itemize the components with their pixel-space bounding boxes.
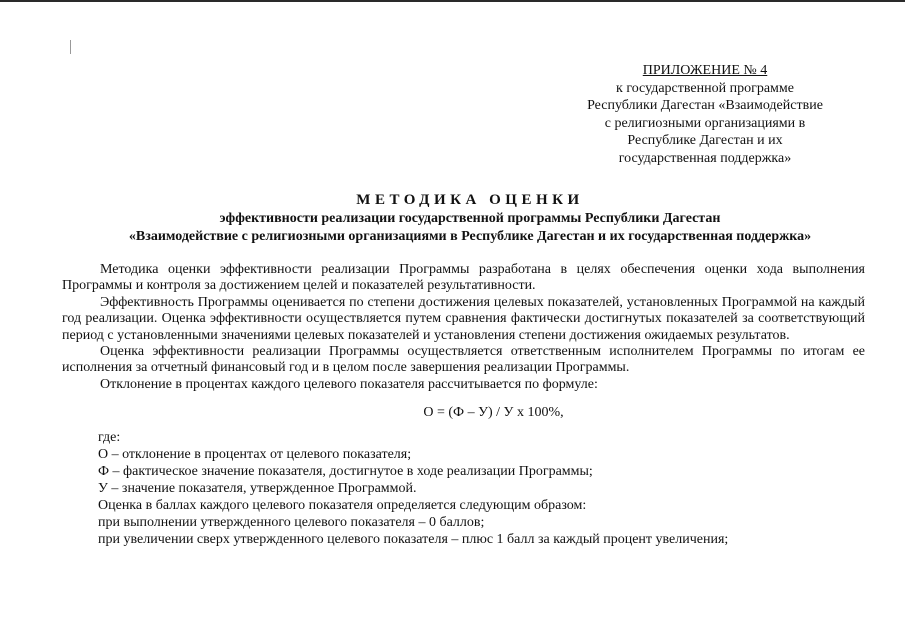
definition-item: при увеличении сверх утвержденного целевого показателя – плюс 1 балл за каждый процент увеличения;	[98, 532, 729, 548]
definition-item: Ф – фактическое значение показателя, достигнутое в ходе реализации Программы;	[98, 464, 593, 480]
definition-item: О – отклонение в процентах от целевого показателя;	[98, 447, 412, 463]
definition-item: Оценка в баллах каждого целевого показателя определяется следующим образом:	[98, 498, 587, 514]
appendix-line: к государственной программе	[616, 80, 794, 96]
appendix-line: Республики Дагестан «Взаимодействие	[587, 98, 823, 113]
document-title: МЕТОДИКА ОЦЕНКИ	[356, 192, 584, 208]
paragraph: Методика оценки эффективности реализации Программы разработана в целях обеспечения оценки хода выполнения Программы и контроля за достижением целей и показателей результативности.	[62, 262, 865, 294]
appendix-title: ПРИЛОЖЕНИЕ № 4	[642, 63, 768, 78]
scan-border-line	[0, 0, 905, 2]
paragraph: Отклонение в процентах каждого целевого показателя рассчитывается по формуле:	[100, 376, 598, 392]
document-title-block	[40, 190, 900, 246]
appendix-line: государственная поддержка»	[618, 150, 792, 166]
appendix-header	[555, 62, 855, 167]
paragraph: Эффективность Программы оценивается по степени достижения целевых показателей, установленных Программой на каждый год реализации. Оценка эффективности осуществляется путем сравнения фактически достигнутых показателей за соответствующий период с установленными значениями целевых показателей и установления степени достижения ожидаемых результатов.	[62, 294, 865, 343]
definition-item: У – значение показателя, утвержденное Программой.	[98, 481, 417, 497]
scan-artifact	[70, 40, 73, 54]
document-body	[62, 262, 865, 548]
paragraph: Оценка эффективности реализации Программы осуществляется ответственным исполнителем Программы по итогам ее исполнения за отчетный финансовый год и в целом после завершения реализации Программы.	[62, 344, 865, 376]
appendix-line: с религиозными организациями в	[604, 115, 806, 131]
formula: О = (Ф – У) / У х 100%,	[423, 405, 564, 421]
document-subtitle-2: «Взаимодействие с религиозными организациями в Республике Дагестан и их государственная поддержка»	[128, 229, 812, 244]
document-subtitle-1: эффективности реализации государственной программы Республики Дагестан	[219, 211, 721, 226]
definitions-where: где:	[98, 430, 121, 446]
definitions-list	[98, 429, 865, 548]
appendix-line: Республике Дагестан и их	[627, 133, 783, 148]
definition-item: при выполнении утвержденного целевого показателя – 0 баллов;	[98, 515, 485, 531]
